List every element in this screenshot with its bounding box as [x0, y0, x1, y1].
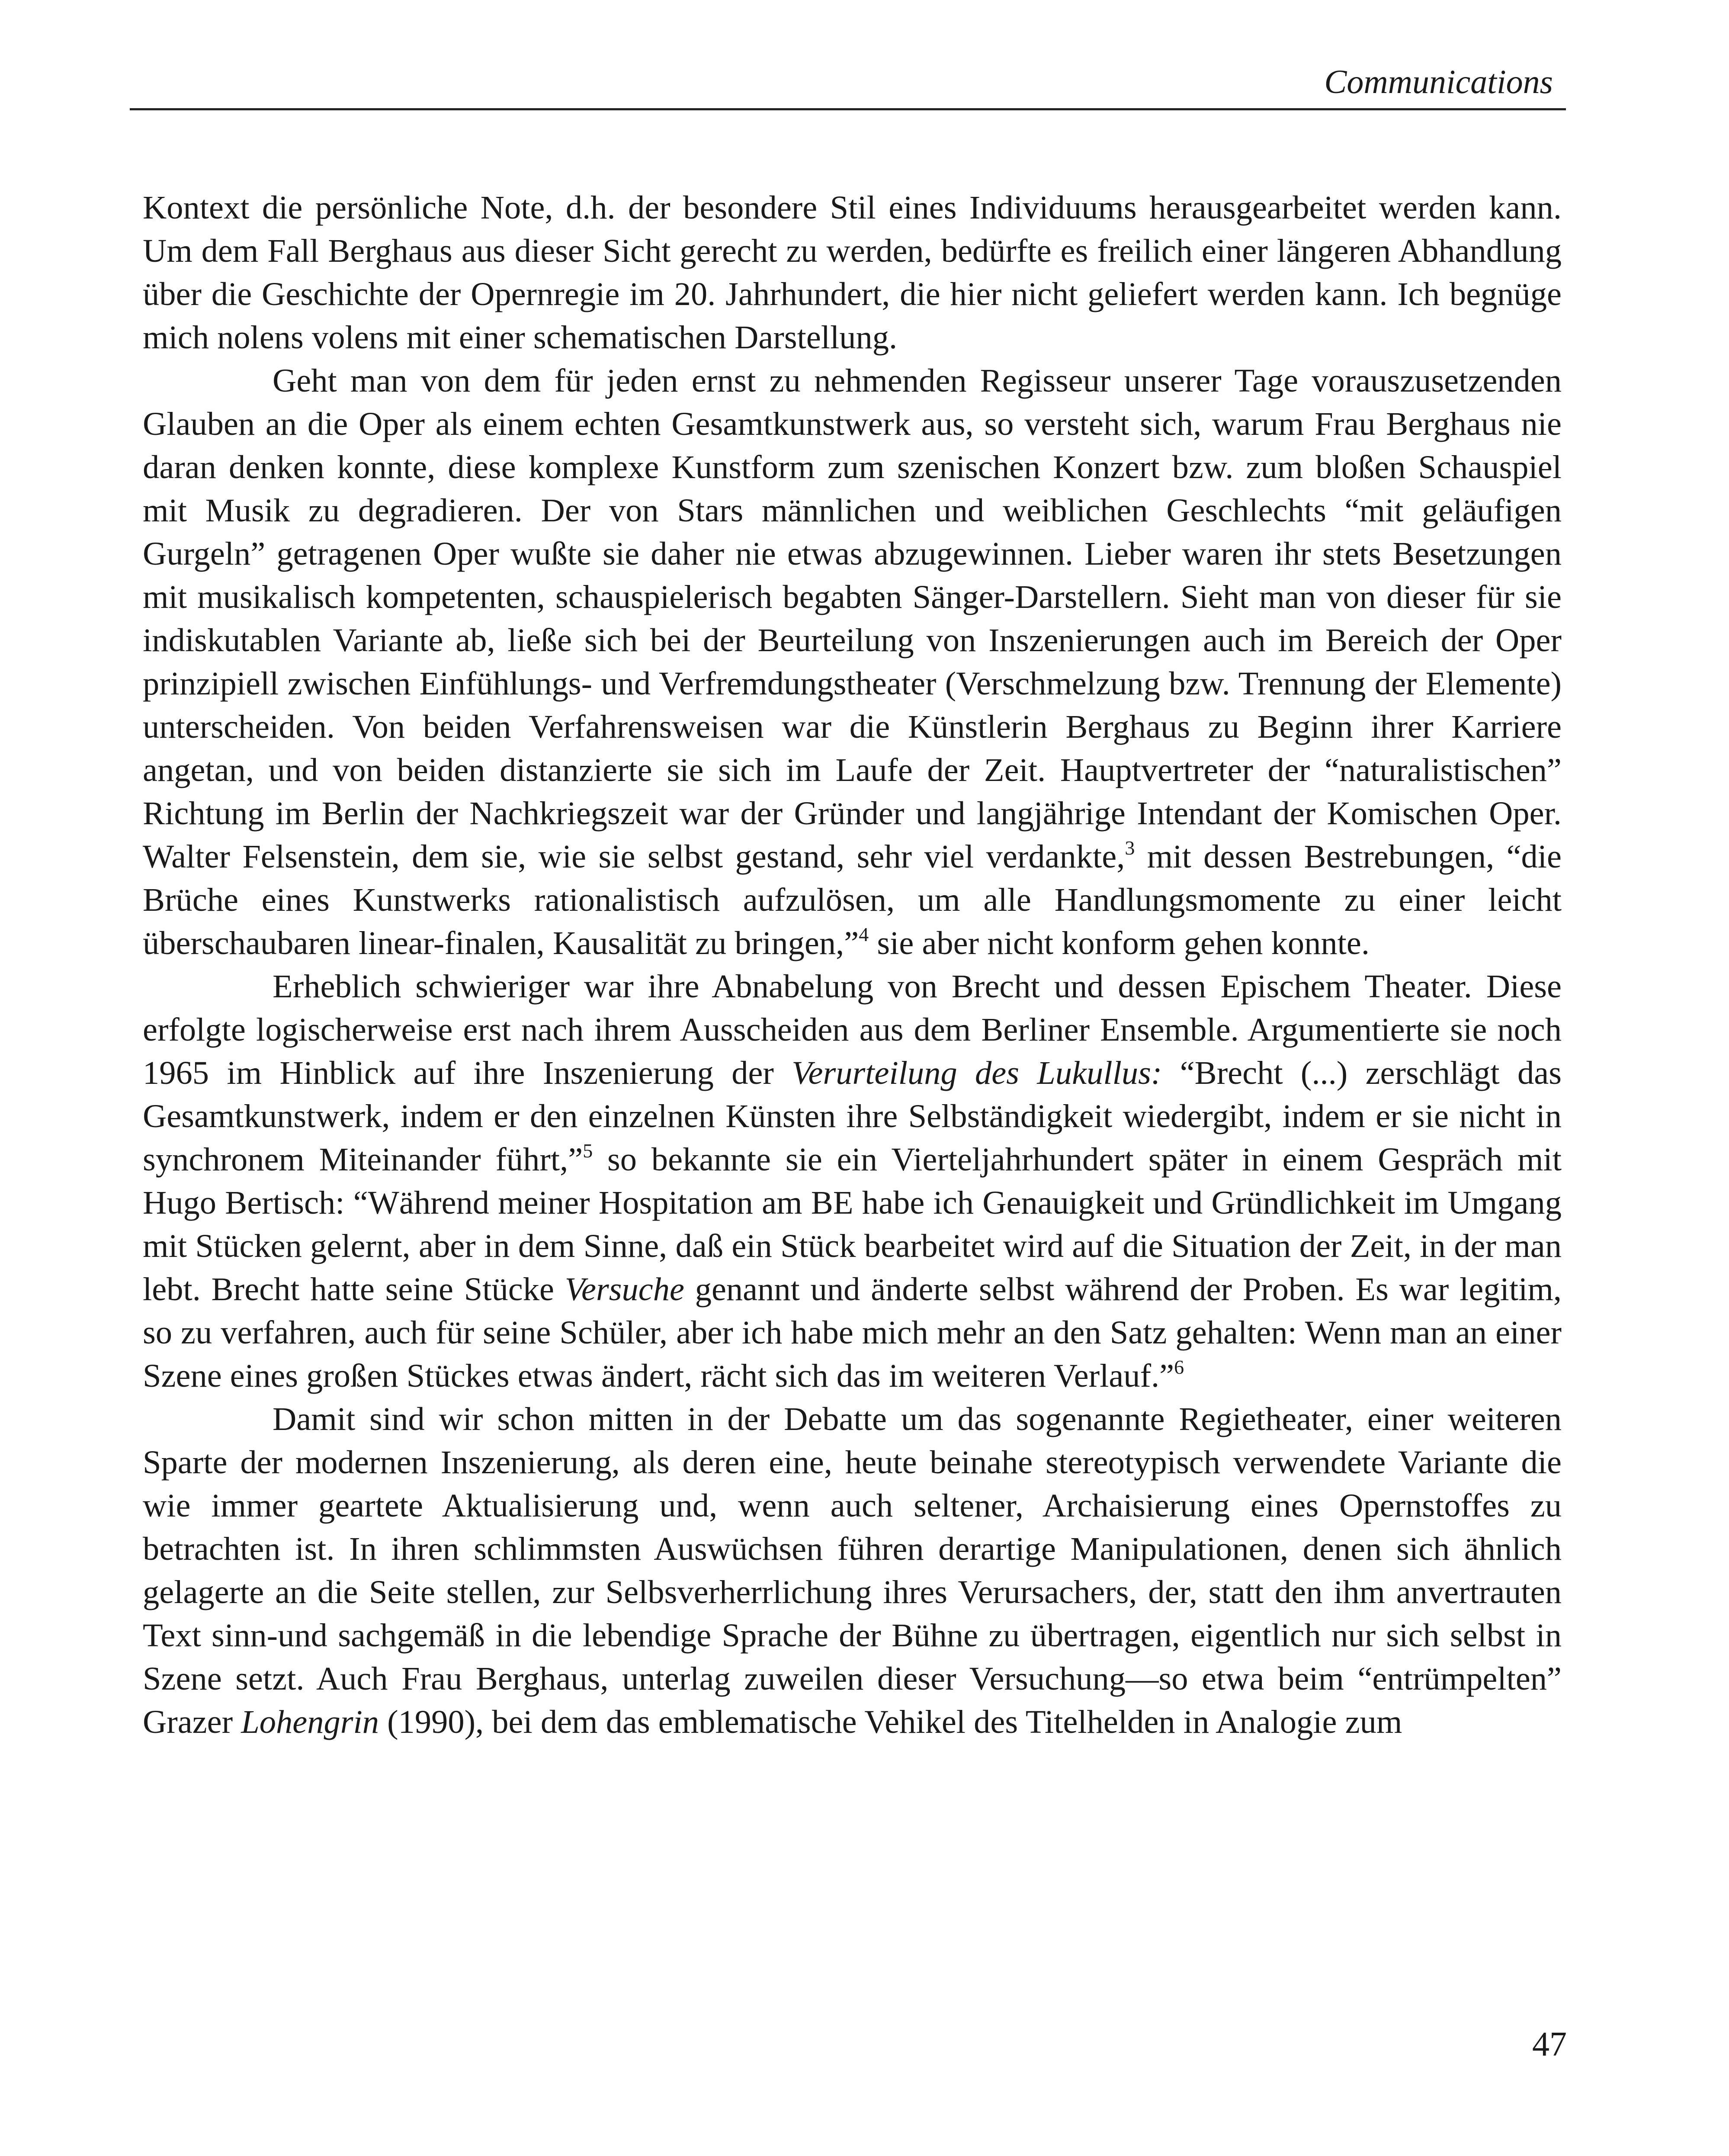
- paragraph-1: Kontext die persönliche Note, d.h. der besondere Stil eines Individuums herausgearbeitet werden kann. Um dem Fall Berghaus aus dieser Sicht gerecht zu werden, bedürfte es freilich einer längeren Abhandlung über die Geschichte der Opernregie im 20. Jahrhundert, die hier nicht geliefert werden kann. Ich begnüge mich nolens volens mit einer schematischen Darstellung.: [143, 189, 1562, 356]
- paragraph-3-text-d: genannt und änderte selbst während der Proben. Es war legitim, so zu verfahren, auch für seine Schüler, aber ich habe mich mehr an den Satz gehalten: Wenn man an einer Szene eines großen Stückes etwas ändert, rächt sich das im weiteren Verlauf.”: [143, 1271, 1562, 1394]
- page-number: 47: [1532, 2025, 1567, 2063]
- footnote-ref-3: 3: [1125, 837, 1135, 859]
- work-title-versuche: Versuche: [565, 1271, 684, 1308]
- paragraph-2-text-b: mit dessen Bestrebungen, “die Brüche eines Kunstwerks rationalistisch aufzulösen, um alle Handlungsmomente zu einer leicht überschaubaren linear-finalen, Kausalität zu bringen,”: [143, 838, 1562, 961]
- paragraph-3-text-b: “Brecht (...) zerschlägt das Gesamtkunstwerk, indem er den einzelnen Künsten ihre Selbständigkeit wiedergibt, indem er sie nicht in synchronem Miteinander führt,”: [143, 1054, 1562, 1178]
- running-title: Communications: [1324, 63, 1553, 100]
- body-text: [143, 186, 1562, 1744]
- paragraph-4-text-a: Damit sind wir schon mitten in der Debatte um das sogenannte Regietheater, einer weiteren Sparte der modernen Inszenierung, als deren eine, heute beinahe stereotypisch verwendete Variante die wie immer geartete Aktualisierung und, wenn auch seltener, Archaisierung eines Opernstoffes zu betrachten ist. In ihren schlimmsten Auswüchsen führen derartige Manipulationen, denen sich ähnlich gelagerte an die Seite stellen, zur Selbsverherrlichung ihres Verursachers, der, statt den ihm anvertrauten Text sinn-und sachgemäß in die lebendige Sprache der Bühne zu übertragen, eigentlich nur sich selbst in Szene setzt. Auch Frau Berghaus, unterlag zuweilen dieser Versuchung—so etwa beim “entrümpelten” Grazer: [143, 1401, 1562, 1740]
- work-title-lohengrin: Lohengrin: [241, 1703, 379, 1740]
- paragraph-4: [143, 1398, 1562, 1744]
- paragraph-4-text-b: (1990), bei dem das emblematische Vehikel des Titelhelden in Analogie zum: [379, 1703, 1402, 1740]
- running-header: [130, 56, 1566, 110]
- paragraph-3: [143, 965, 1562, 1398]
- paragraph-3-text-a: Erheblich schwieriger war ihre Abnabelung von Brecht und dessen Epischem Theater. Diese erfolgte logischerweise erst nach ihrem Ausscheiden aus dem Berliner Ensemble. Argumentierte sie noch 1965 im Hinblick auf ihre Inszenierung der: [143, 968, 1562, 1091]
- footnote-ref-6: 6: [1174, 1356, 1184, 1378]
- paragraph-3-text-c: so bekannte sie ein Vierteljahrhundert später in einem Gespräch mit Hugo Bertisch: “Während meiner Hospitation am BE habe ich Genauigkeit und Gründlichkeit im Umgang mit Stücken gelernt, aber in dem Sinne, daß ein Stück bearbeitet wird auf die Situation der Zeit, in der man lebt. Brecht hatte seine Stücke: [143, 1141, 1562, 1308]
- footnote-ref-5: 5: [583, 1140, 593, 1162]
- paragraph-2-text-a: Geht man von dem für jeden ernst zu nehmenden Regisseur unserer Tage vorauszusetzenden Glauben an die Oper als einem echten Gesamtkunstwerk aus, so versteht sich, warum Frau Berghaus nie daran denken konnte, diese komplexe Kunstform zum szenischen Konzert bzw. zum bloßen Schauspiel mit Musik zu degradieren. Der von Stars männlichen und weiblichen Geschlechts “mit geläufigen Gurgeln” getragenen Oper wußte sie daher nie etwas abzugewinnen. Lieber waren ihr stets Besetzungen mit musikalisch kompetenten, schauspielerisch begabten Sänger-Darstellern. Sieht man von dieser für sie indiskutablen Variante ab, ließe sich bei der Beurteilung von Inszenierungen auch im Bereich der Oper prinzipiell zwischen Einfühlungs- und Verfremdungstheater (Verschmelzung bzw. Trennung der Elemente) unterscheiden. Von beiden Verfahrensweisen war die Künstlerin Berghaus zu Beginn ihrer Karriere angetan, und von beiden distanzierte sie sich im Laufe der Zeit. Hauptvertreter der “naturalistischen” Richtung im Berlin der Nachkriegszeit war der Gründer und langjährige Intendant der Komischen Oper. Walter Felsenstein, dem sie, wie sie selbst gestand, sehr viel verdankte,: [143, 362, 1562, 875]
- paragraph-2: [143, 359, 1562, 965]
- paragraph-2-text-c: sie aber nicht konform gehen konnte.: [869, 925, 1370, 961]
- footnote-ref-4: 4: [859, 923, 869, 945]
- work-title-lukullus: Verurteilung des Lukullus:: [792, 1054, 1162, 1091]
